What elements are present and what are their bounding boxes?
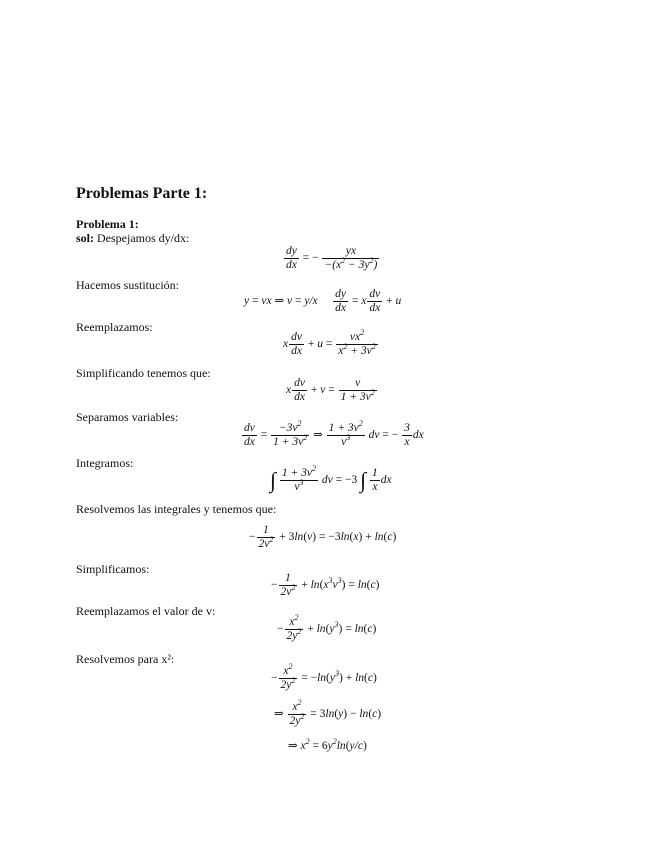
step-6-text: Integramos: [76,456,134,470]
step-9-label: Reemplazamos el valor de v: [76,604,216,618]
equation-3: x $\frac{dv}{dx}$ + u = $\frac{vx^2}{x^2 + 3v^2}$ [283,328,376,357]
equation-2: y = vx ⇒ v = y/x $\frac{dy}{dx}$ = x $\frac{dv}{dx}$ + u [244,288,402,314]
problem-label: Problema 1: [76,217,139,231]
section-title: Problemas Parte 1: [76,185,208,202]
equation-12: ⇒ $x^2 = 6y^2\ln(y/c)$ [288,737,367,752]
integral-sign: ∫ [270,467,277,493]
equation-11: ⇒ $\frac{x^2}{2y^2}$ = 3ln(y) − ln(c) [274,698,382,727]
sol-label: sol: [76,231,94,245]
equation-8: − $\frac{1}{2v^2}$ + $\ln(x^3v^3) = \ln(c)$ [271,572,380,598]
equation-1: $\frac{dy}{dx}$ = − $\frac{yx}{-(x^2 - 3y^2)}$ [286,245,378,271]
equation-5: $\frac{dv}{dx}$ = $\frac{-3v^2}{1 + 3v^2}$ ⇒ $\frac{1 + 3v^2}{v^3}$ dv = − $\frac{3}{x}$ dx [244,419,424,448]
step-5-text: Separamos variables: [76,410,179,424]
step-9-text [76,604,215,618]
step-7-text: Resolvemos las integrales y tenemos que: [76,502,277,516]
equation-9: − $\frac{x^2}{2y^2}$ + $\ln(y^3) = \ln(c)$ [277,613,377,642]
step-1-text: Despejamos dy/dx: [97,231,190,245]
equation-7: − $\frac{1}{2v^2}$ + 3ln(v) = −3ln(x) + ln(c) [249,524,397,550]
integral-sign: ∫ [360,467,367,493]
step-text [76,231,189,245]
equation-4: x $\frac{dv}{dx}$ + v = $\frac{v}{1 + 3v^2}$ [286,377,375,403]
step-2-text: Hacemos sustitución: [76,278,179,292]
step-4-text: Simplificando tenemos que: [76,366,211,380]
step-10-text: Resolvemos para x²: [76,652,175,666]
equation-6: ∫ $\frac{1 + 3v^2}{v^3}$ dv = −3 ∫ $\frac{1}{x}$ dx [270,464,392,493]
step-8-text: Simplificamos: [76,562,150,576]
step-3-text: Reemplazamos: [76,320,153,334]
equation-10: − $\frac{x^2}{2y^2}$ = $-\ln(y^3) + \ln(c)$ [271,662,377,691]
